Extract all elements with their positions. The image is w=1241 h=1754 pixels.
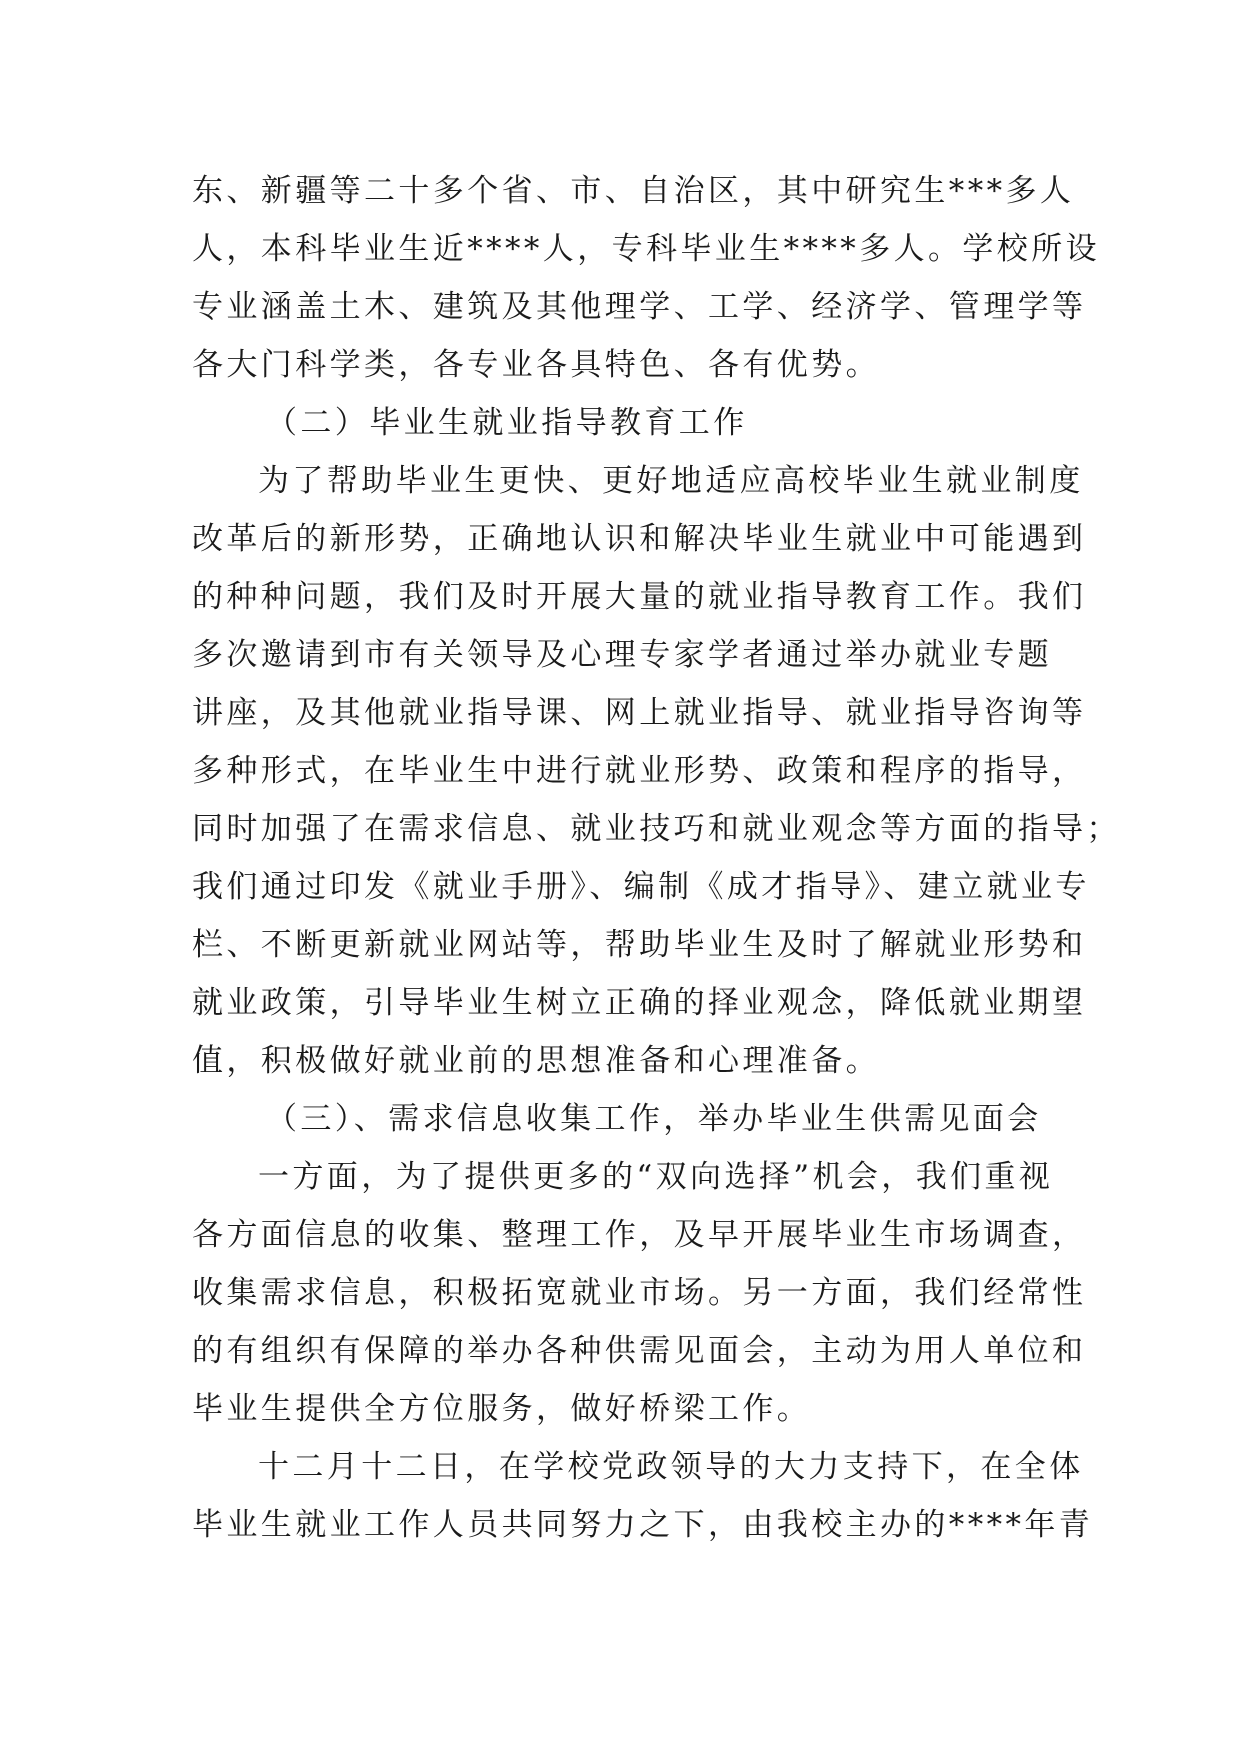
body-line: 各大门科学类，各专业各具特色、各有优势。: [192, 347, 880, 383]
body-line: 值，积极做好就业前的思想准备和心理准备。: [192, 1043, 880, 1079]
paragraph-first-line: 为了帮助毕业生更快、更好地适应高校毕业生就业制度: [258, 463, 1084, 499]
body-line: 同时加强了在需求信息、就业技巧和就业观念等方面的指导；: [192, 811, 1121, 847]
section-heading-2: （二）毕业生就业指导教育工作: [266, 405, 748, 441]
body-line: 我们通过印发《就业手册》、编制《成才指导》、建立就业专: [192, 869, 1090, 905]
body-line: 多次邀请到市有关领导及心理专家学者通过举办就业专题: [192, 637, 1052, 673]
body-line: 专业涵盖土木、建筑及其他理学、工学、经济学、管理学等: [192, 289, 1087, 325]
body-line: 东、新疆等二十多个省、市、自治区，其中研究生***多人: [192, 173, 1075, 209]
body-line: 讲座，及其他就业指导课、网上就业指导、就业指导咨询等: [192, 695, 1087, 731]
body-line: 栏、不断更新就业网站等，帮助毕业生及时了解就业形势和: [192, 927, 1087, 963]
document-body: [192, 162, 1121, 1554]
body-line: 各方面信息的收集、整理工作，及早开展毕业生市场调查，: [192, 1217, 1087, 1253]
body-line: 改革后的新形势，正确地认识和解决毕业生就业中可能遇到: [192, 521, 1087, 557]
body-line: 毕业生就业工作人员共同努力之下，由我校主办的****年青: [192, 1507, 1094, 1543]
body-line: 的有组织有保障的举办各种供需见面会，主动为用人单位和: [192, 1333, 1087, 1369]
body-line: 多种形式，在毕业生中进行就业形势、政策和程序的指导，: [192, 753, 1087, 789]
paragraph-first-line: 十二月十二日，在学校党政领导的大力支持下，在全体: [258, 1449, 1084, 1485]
body-line: 的种种问题，我们及时开展大量的就业指导教育工作。我们: [192, 579, 1087, 615]
body-line: 就业政策，引导毕业生树立正确的择业观念，降低就业期望: [192, 985, 1087, 1021]
section-heading-3: （三）、需求信息收集工作，举办毕业生供需见面会: [266, 1101, 1042, 1137]
body-line: 毕业生提供全方位服务，做好桥梁工作。: [192, 1391, 812, 1427]
body-line: 人，本科毕业生近****人，专科毕业生****多人。学校所设: [192, 231, 1100, 267]
body-line: 收集需求信息，积极拓宽就业市场。另一方面，我们经常性: [192, 1275, 1087, 1311]
paragraph-first-line: 一方面，为了提供更多的“双向选择”机会，我们重视: [258, 1159, 1054, 1195]
